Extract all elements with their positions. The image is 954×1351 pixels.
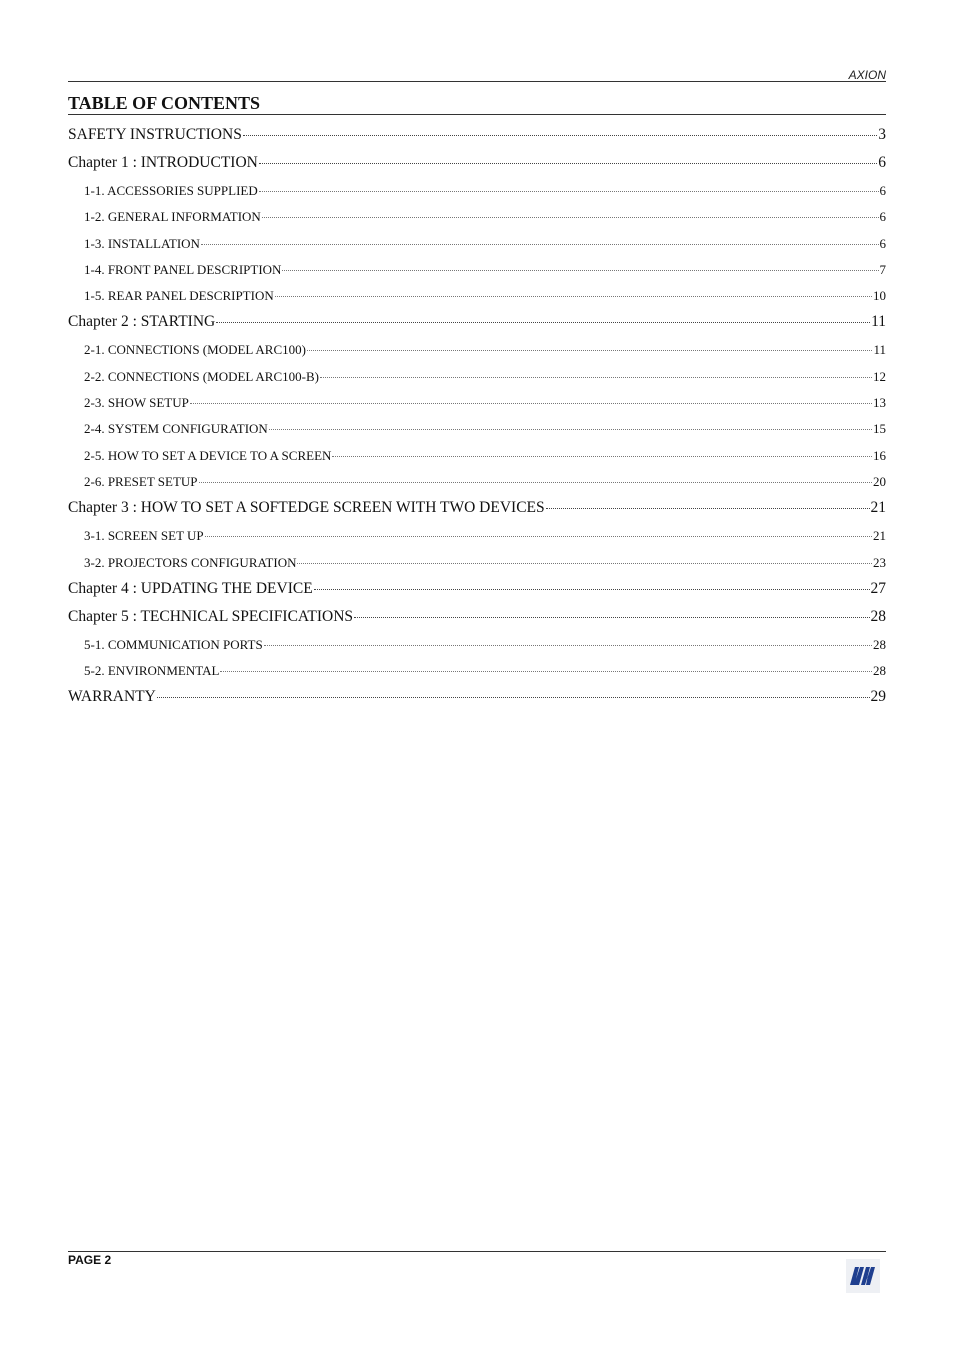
toc-entry-title: 3-2. PROJECTORS CONFIGURATION (84, 554, 297, 570)
toc-entry-page: 27 (870, 579, 886, 597)
toc-entry-title: 1-2. GENERAL INFORMATION (84, 209, 261, 225)
toc-entry-title: 3-1. SCREEN SET UP (84, 528, 204, 544)
analog-way-logo-icon (846, 1259, 880, 1293)
toc-entry-page: 11 (871, 313, 886, 331)
toc-heading: TABLE OF CONTENTS (68, 93, 886, 115)
toc-entry-title: 2-4. SYSTEM CONFIGURATION (84, 421, 268, 437)
toc-leader-dots (269, 429, 872, 430)
toc-entry-page: 6 (878, 154, 886, 171)
toc-entry-title: 1-4. FRONT PANEL DESCRIPTION (84, 261, 282, 277)
toc-entry-chapter[interactable] (68, 309, 886, 337)
toc-leader-dots (332, 456, 872, 457)
toc-entry-page: 3 (878, 126, 886, 143)
toc-entry-section[interactable] (68, 469, 886, 495)
toc-leader-dots (201, 244, 879, 245)
toc-entry-page: 11 (873, 342, 886, 358)
toc-entry-section[interactable] (68, 231, 886, 257)
toc-entry-section[interactable] (68, 283, 886, 309)
toc-leader-dots (354, 617, 869, 618)
toc-leader-dots (546, 508, 870, 509)
toc-leader-dots (157, 697, 870, 698)
toc-entry-section[interactable] (68, 443, 886, 469)
toc-entry-chapter[interactable] (68, 576, 886, 604)
toc-leader-dots (282, 270, 878, 271)
toc-entry-page: 13 (873, 395, 886, 411)
toc-entry-page: 23 (873, 554, 886, 570)
toc-entry-page: 21 (870, 499, 886, 517)
toc-entry-section[interactable] (68, 523, 886, 549)
toc-entry-section[interactable] (68, 390, 886, 416)
toc-entry-section[interactable] (68, 204, 886, 230)
toc-list (68, 122, 886, 712)
toc-leader-dots (205, 536, 872, 537)
toc-entry-title: 1-1. ACCESSORIES SUPPLIED (84, 183, 258, 198)
toc-entry-page: 28 (873, 636, 886, 652)
toc-entry-page: 16 (873, 447, 886, 463)
toc-entry-chapter[interactable] (68, 495, 886, 523)
toc-entry-chapter[interactable] (68, 604, 886, 632)
footer-rule (68, 1251, 886, 1252)
toc-entry-chapter[interactable] (68, 150, 886, 178)
toc-entry-title: 2-2. CONNECTIONS (MODEL ARC100-B) (84, 368, 319, 384)
toc-entry-title: Chapter 1 : INTRODUCTION (68, 154, 258, 171)
toc-entry-page: 6 (879, 183, 886, 198)
toc-entry-title: Chapter 5 : TECHNICAL SPECIFICATIONS (68, 607, 354, 625)
toc-entry-page: 15 (873, 421, 886, 437)
toc-entry-title: Chapter 3 : HOW TO SET A SOFTEDGE SCREEN WITH TWO DEVICES (68, 499, 545, 517)
toc-leader-dots (216, 322, 870, 323)
toc-leader-dots (320, 377, 872, 378)
toc-entry-chapter[interactable] (68, 684, 886, 712)
toc-leader-dots (220, 671, 872, 672)
toc-entry-title: 5-2. ENVIRONMENTAL (84, 663, 220, 679)
toc-entry-chapter[interactable] (68, 122, 886, 150)
toc-entry-section[interactable] (68, 658, 886, 684)
toc-entry-title: 1-5. REAR PANEL DESCRIPTION (84, 288, 274, 304)
toc-entry-section[interactable] (68, 178, 886, 204)
toc-leader-dots (259, 163, 877, 164)
toc-entry-page: 6 (879, 235, 886, 251)
toc-entry-section[interactable] (68, 337, 886, 363)
toc-leader-dots (275, 296, 872, 297)
toc-leader-dots (190, 403, 872, 404)
toc-entry-title: 2-5. HOW TO SET A DEVICE TO A SCREEN (84, 447, 332, 463)
toc-leader-dots (259, 191, 879, 192)
toc-entry-section[interactable] (68, 632, 886, 658)
header-product-name: AXION (848, 68, 886, 82)
toc-entry-page: 29 (870, 688, 886, 706)
toc-entry-page: 21 (873, 528, 886, 544)
toc-entry-page: 12 (873, 368, 886, 384)
toc-entry-page: 7 (879, 261, 886, 277)
toc-leader-dots (264, 645, 872, 646)
toc-entry-title: SAFETY INSTRUCTIONS (68, 126, 242, 143)
toc-entry-title: 5-1. COMMUNICATION PORTS (84, 636, 263, 652)
toc-entry-page: 6 (879, 209, 886, 225)
toc-entry-title: 2-1. CONNECTIONS (MODEL ARC100) (84, 342, 306, 358)
toc-leader-dots (199, 482, 872, 483)
toc-entry-page: 28 (870, 607, 886, 625)
toc-leader-dots (297, 563, 872, 564)
toc-entry-section[interactable] (68, 257, 886, 283)
toc-leader-dots (262, 217, 879, 218)
footer-page-label: PAGE 2 (68, 1253, 112, 1267)
toc-entry-section[interactable] (68, 364, 886, 390)
toc-entry-page: 28 (873, 663, 886, 679)
toc-entry-title: 1-3. INSTALLATION (84, 235, 200, 251)
header-rule (68, 81, 886, 82)
toc-leader-dots (243, 135, 877, 136)
toc-entry-section[interactable] (68, 416, 886, 442)
toc-entry-title: Chapter 2 : STARTING (68, 313, 216, 331)
toc-entry-page: 20 (873, 473, 886, 489)
toc-entry-title: 2-6. PRESET SETUP (84, 473, 198, 489)
toc-entry-title: Chapter 4 : UPDATING THE DEVICE (68, 579, 313, 597)
toc-entry-page: 10 (873, 288, 886, 304)
toc-leader-dots (314, 589, 870, 590)
toc-leader-dots (307, 350, 873, 351)
toc-entry-title: 2-3. SHOW SETUP (84, 395, 189, 411)
toc-entry-section[interactable] (68, 550, 886, 576)
toc-entry-title: WARRANTY (68, 688, 156, 706)
